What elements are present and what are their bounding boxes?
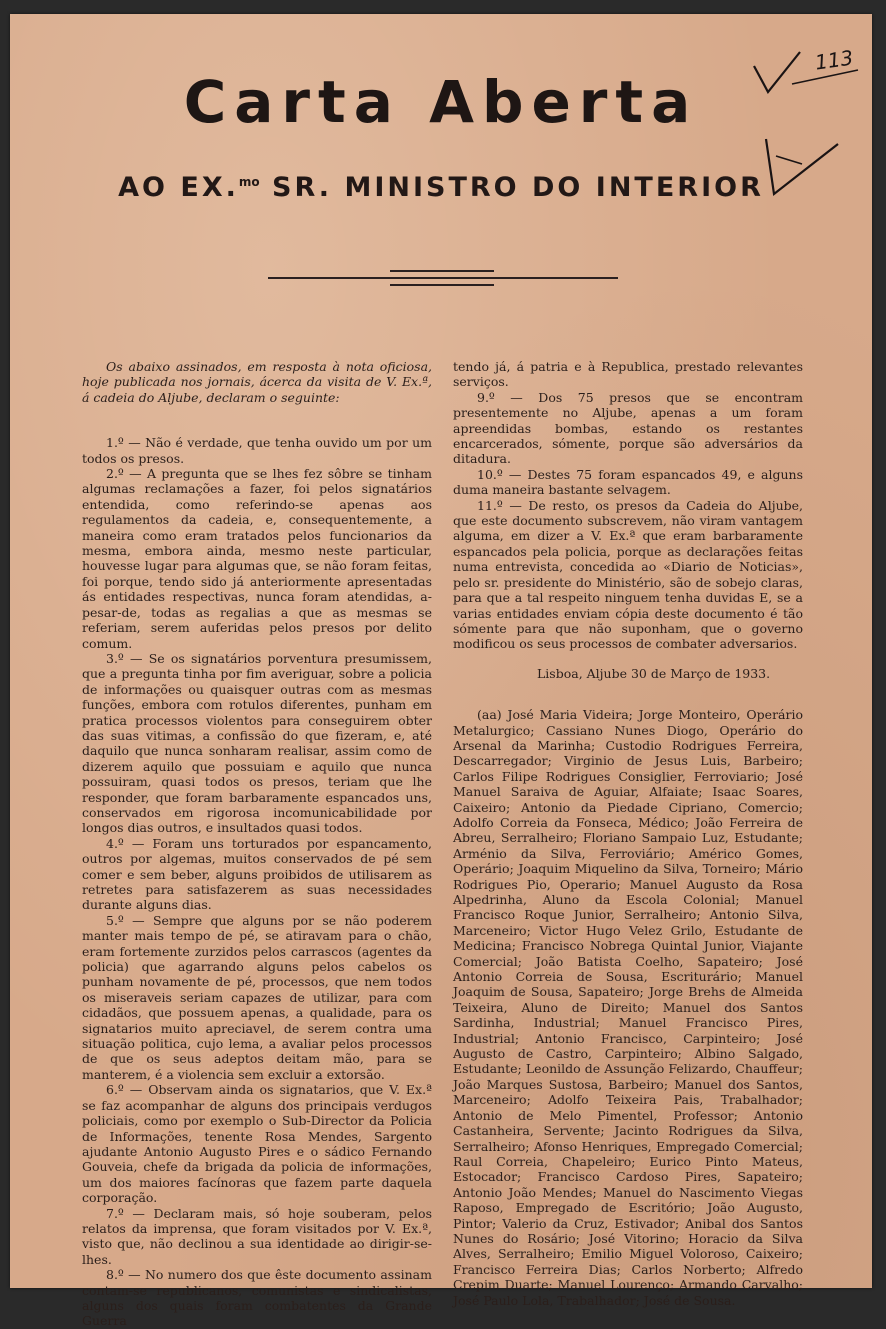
rule-line-top <box>390 270 494 272</box>
paragraph-1: 1.º — Não é verdade, que tenha ouvido um por um todos os presos. <box>82 435 432 466</box>
paragraph-7: 7.º — Declaram mais, só hoje souberam, pelos relatos da imprensa, que foram visitados por V. Ex.ª, visto que, não declinou a sua identidade ao dirigir-se-lhes. <box>82 1205 432 1267</box>
paragraph-6: 6.º — Observam ainda os signatarios, que V. Ex.ª se faz acompanhar de alguns dos principais verdugos policiais, como por exemplo o Sub-Director da Policia de Informações, tenente Rosa Mendes, Sargento ajudante Antonio Augusto Pires e o sádico Fernando Gouveia, chefe da brigada da policia de informações, um dos maiores facínoras que fazem parte daquela corporação. <box>82 1082 432 1206</box>
paragraph-8: 8.º — No numero dos que êste documento assinam contam-se republicanos, comunistas e sindicalistas, alguns dos quais foram combatentes da Grande Guerra <box>82 1267 432 1329</box>
paragraph-10: 10.º — Destes 75 foram espancados 49, e alguns duma maneira bastante selvagem. <box>453 466 803 498</box>
rule-line-bottom <box>390 284 494 286</box>
subtitle-rest: SR. MINISTRO DO INTERIOR <box>259 172 764 203</box>
paragraph-3: 3.º — Se os signatários porventura presumissem, que a pregunta tinha por fim averiguar, sobre a policia de informações ou quaisquer outras com as mesmas funções, embora com rotulos diferentes, punham em pratica processos violentos para conseguirem obter das suas vitimas, a confissão do que fizeram, e, até daquilo que nunca sonharam realisar, assim como de dizerem aquilo que possuiam e aquilo que nunca possuiram, quasi todos os presos, teriam que lhe responder, que foram barbaramente espancados uns, conservados em rigorosa incomunicabilidade por longos dias outros, e insultados quasi todos. <box>82 650 432 836</box>
document-subtitle <box>10 172 872 203</box>
decorative-rule <box>268 270 618 290</box>
subtitle-prefix: AO EX. <box>118 172 239 203</box>
signatures-list: (aa) José Maria Videira; Jorge Monteiro, Operário Metalurgico; Cassiano Nunes Diogo, Operário do Arsenal da Marinha; Custodio Rodrigues Ferreira, Descarregador; Virginio de Jesus Luis, Barbeiro; Carlos Filipe Rodrigues Consiglier, Ferroviario; José Manuel Saraiva de Aguiar, Alfaiate; Isaac Soares, Caixeiro; Antonio da Piedade Cipriano, Comercio; Adolfo Correia da Fonseca, Médico; João Ferreira de Abreu, Serralheiro; Floriano Sampaio Luz, Estudante; Arménio da Silva, Ferroviário; Américo Gomes, Operário; Joaquim Miquelino da Silva, Torneiro; Mário Rodrigues Pio, Operario; Manuel Augusto da Rosa Alpedrinha, Aluno da Escola Colonial; Manuel Francisco Roque Junior, Serralheiro; Antonio Silva, Marceneiro; Victor Hugo Velez Grilo, Estudante de Medicina; Francisco Nobrega Quintal Junior, Viajante Comercial; João Batista Coelho, Sapateiro; José Antonio Correia de Sousa, Escriturário; Manuel Joaquim de Sousa, Sapateiro; Jorge Brehs de Almeida Teixeira, Aluno de Direito; Manuel dos Santos Sardinha, Industrial; Manuel Francisco Pires, Industrial; Antonio Francisco, Carpinteiro; José Augusto de Castro, Carpinteiro; Albino Salgado, Estudante; Leonildo de Assunção Felizardo, Chauffeur; João Marques Sustosa, Barbeiro; Manuel dos Santos, Marceneiro; Adolfo Teixeira Pais, Trabalhador; Antonio de Melo Pimentel, Professor; Antonio Castanheira, Servente; Jacinto Rodrigues da Silva, Serralheiro; Afonso Henriques, Empregado Comercial; Raul Correia, Chapeleiro; Eurico Pinto Mateus, Estocador; Francisco Cardoso Pires, Sapateiro; Antonio João Mendes; Manuel do Nascimento Viegas Raposo, Empregado de Escritório; João Augusto, Pintor; Valerio da Cruz, Estivador; Anibal dos Santos Nunes do Rosário; José Vitorino; Horacio da Silva Alves, Serralheiro; Emilio Miguel Voloroso, Caixeiro; Francisco Ferreira Dias; Carlos Norberto; Alfredo Crepim Duarte; Manuel Lourenço; Armando Carvalho; José Paulo Lola, Trabalhador; José de Sousa. <box>453 707 803 1308</box>
document-title: Carta Aberta <box>183 68 699 136</box>
document-sheet <box>10 14 872 1329</box>
paragraph-9: 9.º — Dos 75 presos que se encontram presentemente no Aljube, apenas a um foram apreendidas bombas, estando os restantes encarcerados, sómente, porque são adversários da ditadura. <box>453 389 803 467</box>
paragraph-2: 2.º — A pregunta que se lhes fez sôbre se tinham algumas reclamações a fazer, foi pelos signatários entendida, como referindo-se apenas aos regulamentos da cadeia, e, consequentemente, a maneira como eram tratados pelos funcionarios da mesma, embora ainda, mesmo neste particular, houvesse lugar para algumas que, se não foram feitas, foi porque, tendo sido já anteriormente apresentadas ás entidades respectivas, nunca foram atendidas, a-pesar-de, todas as regalias a que as mesmas se referiam, serem auferidas pelos presos por delito comum. <box>82 466 432 651</box>
subtitle-superscript: mo <box>238 175 260 189</box>
date-line: Lisboa, Aljube 30 de Março de 1933. <box>537 665 771 681</box>
right-column <box>453 359 803 1308</box>
paragraph-5: 5.º — Sempre que alguns por se não poderem manter mais tempo de pé, se atiravam para o chão, eram fortemente zurzidos pelos carrascos (agentes da policia) que agarrando alguns pelos cabelos os punham novamente de pé, processos, que nem todos os miseraveis seriam capazes de utilizar, para com cidadãos, que possuem apenas, a qualidade, para os signatarios muito apreciavel, de serem contra uma situação politica, cujo lema, a avaliar pelos processos de que os seus adeptos deitam mão, para se manterem, é a violencia sem excluir a extorsão. <box>82 912 432 1082</box>
paragraph-8-continued: tendo já, á patria e à Republica, prestado relevantes serviços. <box>453 359 803 390</box>
intro-paragraph: Os abaixo assinados, em resposta à nota oficiosa, hoje publicada nos jornais, ácerca da visita de V. Ex.ª, á cadeia do Aljube, declaram o seguinte: <box>82 359 432 405</box>
rule-line-middle <box>268 277 618 279</box>
paragraph-11: 11.º — De resto, os presos da Cadeia do Aljube, que este documento subscrevem, não viram vantagem alguma, em dizer a V. Ex.ª que eram barbaramente espancados pela policia, porque as declarações feitas numa entrevista, concedida ao «Diario de Noticias», pelo sr. presidente do Ministério, são de sobejo claras, para que a tal respeito ninguem tenha duvidas E, se a varias entidades enviam cópia deste documento é tão sómente para que não suponham, que o governo modificou os seus processos de combater adversarios. <box>453 497 803 652</box>
left-column <box>82 359 432 1329</box>
archive-number: 113 <box>813 45 855 75</box>
paragraph-4: 4.º — Foram uns torturados por espancamento, outros por algemas, muitos conservados de pé sem comer e sem beber, alguns proibidos de utilisarem as retretes para satisfazerem as suas necessidades durante alguns dias. <box>82 835 432 913</box>
